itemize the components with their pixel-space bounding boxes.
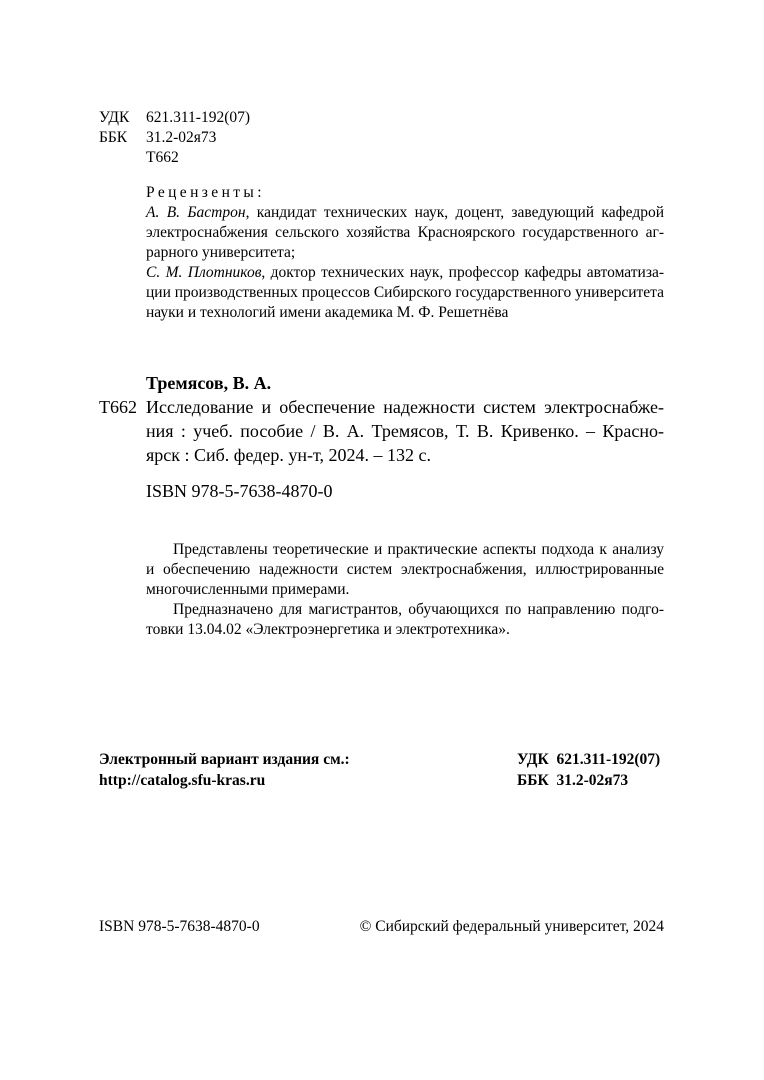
bib-line-2: ния : учеб. пособие / В. А. Тремясов, Т. В. Кривенко. – Красно-	[146, 421, 664, 441]
reviewer-2-name: С. М. Плотников	[146, 264, 262, 281]
annotation-p2-line-1: Предназначено для магистрантов, обучающихся по направлению подго-	[173, 601, 664, 618]
reviewer-1-desc: , кандидат технических наук, доцент, заведующий кафедрой	[245, 204, 665, 221]
bbk-value: 31.2-02я73	[146, 129, 217, 146]
reviewer-2-line-2: ции производственных процессов Сибирского государственного университета	[146, 284, 664, 301]
reviewer-1-name: А. В. Бастрон	[146, 204, 246, 221]
bib-mark: Т662	[99, 397, 137, 417]
reviewer-1-line-1	[146, 203, 664, 223]
annotation-p2-line-2: товки 13.04.02 «Электроэнергетика и электротехника».	[146, 621, 510, 638]
reviewer-2-line-3: науки и технологий имени академика М. Ф. Решетнёва	[146, 304, 509, 321]
bib-line-1: Исследование и обеспечение надежности систем электроснабже-	[146, 397, 664, 417]
bib-author: Тремясов, В. А.	[146, 373, 272, 393]
bbk-label: ББК	[99, 129, 128, 146]
reviewer-2-line-1	[146, 263, 664, 283]
electronic-url[interactable]: http://catalog.sfu-kras.ru	[99, 772, 266, 789]
annotation-p1-line-3: многочисленными примерами.	[146, 581, 350, 598]
reviewer-1-line-2: электроснабжения сельского хозяйства Красноярского государственного аг-	[146, 224, 664, 241]
reviewers-heading: Рецензенты:	[146, 184, 265, 201]
bib-line-3: ярск : Сиб. федер. ун-т, 2024. – 132 с.	[146, 445, 432, 465]
footer-copyright: © Сибирский федеральный университет, 2024	[359, 918, 664, 935]
udk-row	[99, 108, 129, 128]
reviewer-2-desc: , доктор технических наук, профессор кафедры автоматиза-	[261, 264, 664, 281]
udk-value: 621.311-192(07)	[146, 109, 251, 126]
electronic-udk: УДК 621.311-192(07)	[517, 751, 661, 768]
author-mark: Т662	[146, 149, 179, 166]
electronic-bbk: ББК 31.2-02я73	[517, 772, 629, 789]
annotation-p1-line-2: и обеспечению надежности систем электроснабжения, иллюстрированные	[146, 561, 664, 578]
annotation-p1-line-1: Представлены теоретические и практические аспекты подхода к анализу	[173, 541, 664, 558]
reviewer-1-line-3: рарного университета;	[146, 244, 296, 261]
footer-isbn: ISBN 978-5-7638-4870-0	[99, 918, 260, 935]
electronic-label: Электронный вариант издания см.:	[99, 751, 350, 768]
udk-label: УДК	[99, 109, 130, 126]
bib-isbn: ISBN 978-5-7638-4870-0	[146, 481, 333, 501]
